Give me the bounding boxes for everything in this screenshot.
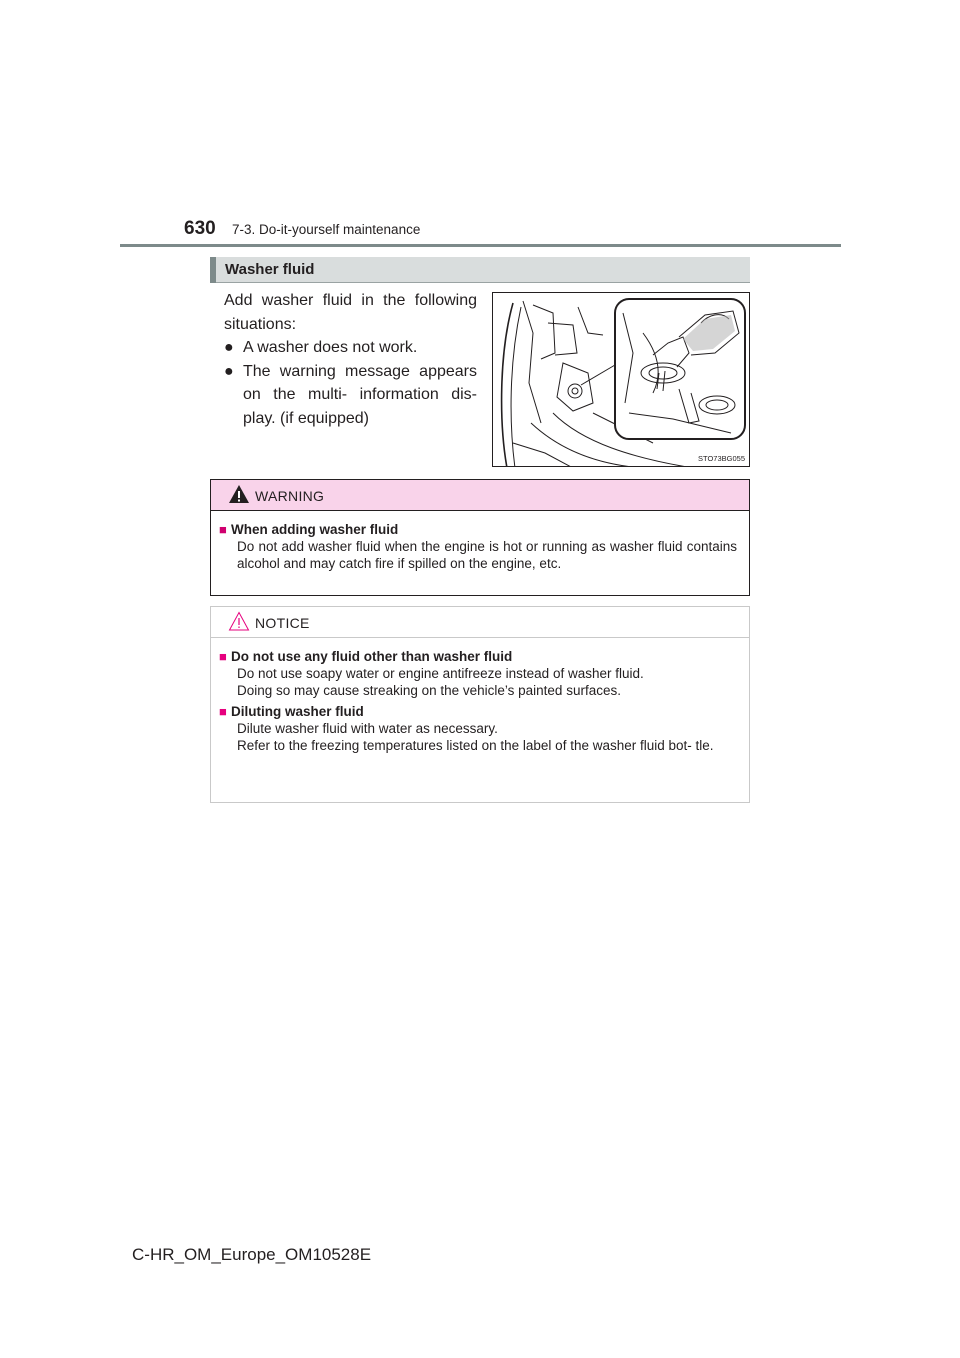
caution-triangle-icon [228, 610, 250, 632]
warning-body [211, 511, 749, 572]
heading-label: Washer fluid [225, 261, 315, 278]
bullet-icon: ● [224, 339, 234, 356]
square-bullet-icon: ■ [219, 649, 227, 664]
notice-item-title [219, 648, 737, 665]
washer-fluid-illustration [492, 292, 750, 467]
warning-item [219, 521, 737, 572]
warning-item-text: Do not add washer fluid when the engine is hot or running as washer fluid contains alcohol and may catch fire if spilled on the engine, etc. [237, 539, 737, 571]
square-bullet-icon: ■ [219, 704, 227, 719]
notice-body [211, 638, 749, 754]
header-rule [120, 244, 841, 247]
situation-list [224, 336, 477, 430]
page-number: 630 [184, 218, 216, 239]
notice-item-line: Do not use soapy water or engine antifreeze instead of washer fluid. [237, 666, 644, 681]
notice-title: NOTICE [255, 615, 310, 631]
section-title: 7-3. Do-it-yourself maintenance [232, 222, 421, 237]
intro-paragraph: Add washer fluid in the following situations: [224, 292, 477, 333]
list-item-text: A washer does not work. [243, 339, 418, 356]
list-item [224, 360, 477, 431]
heading-accent [210, 257, 216, 283]
bullet-icon: ● [224, 362, 234, 380]
warning-item-title [219, 521, 737, 538]
notice-box [210, 606, 750, 803]
footer-doc-code: C-HR_OM_Europe_OM10528E [132, 1245, 372, 1264]
warning-triangle-icon [228, 483, 250, 505]
illustration-code: STO73BG055 [698, 454, 745, 463]
notice-item [219, 648, 737, 699]
warning-header [211, 480, 749, 511]
notice-item-line: Dilute washer fluid with water as necessary. [237, 721, 498, 736]
notice-item-line: Doing so may cause streaking on the vehicle’s painted surfaces. [237, 683, 621, 698]
notice-item-line: Refer to the freezing temperatures listed on the label of the washer fluid bot- tle. [237, 738, 714, 753]
engine-bay-drawing [493, 293, 750, 467]
square-bullet-icon: ■ [219, 522, 227, 537]
list-item-text: The warning message appears on the multi- information dis- play. (if equipped) [243, 362, 477, 427]
notice-item [219, 703, 737, 754]
section-heading [210, 257, 750, 283]
notice-item-title-text: Diluting washer fluid [231, 704, 364, 719]
notice-header [211, 607, 749, 638]
list-item [224, 336, 477, 360]
warning-item-title-text: When adding washer fluid [231, 522, 399, 537]
warning-box [210, 479, 750, 596]
intro-text-block [224, 289, 477, 430]
notice-item-title [219, 703, 737, 720]
warning-title: WARNING [255, 488, 325, 504]
notice-item-title-text: Do not use any fluid other than washer fluid [231, 649, 513, 664]
